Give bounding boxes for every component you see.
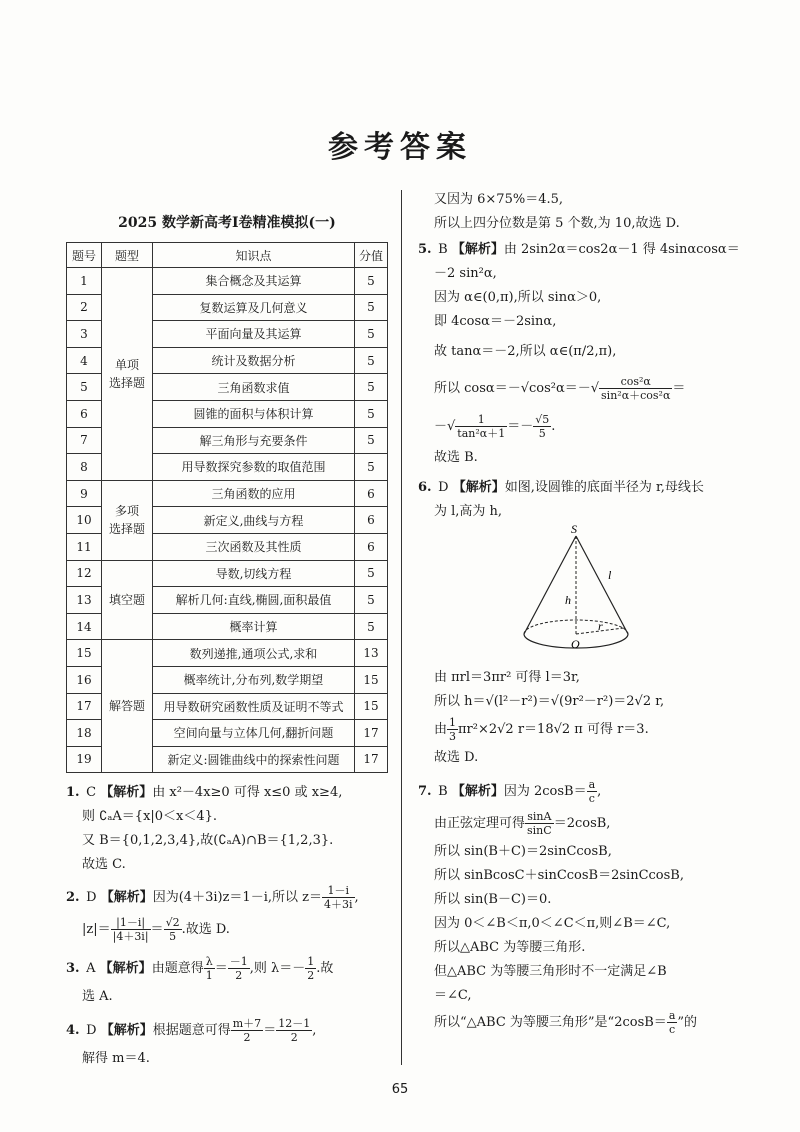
knowledge-table xyxy=(66,242,388,773)
q5-line7c: . xyxy=(551,419,556,434)
row-score: 6 xyxy=(355,507,388,534)
cone-label-radius: r xyxy=(598,619,603,633)
answers-left xyxy=(66,781,388,1071)
q6-tag: 【解析】 xyxy=(452,480,505,495)
header-topic: 知识点 xyxy=(153,243,355,268)
q7-frac-3 xyxy=(667,1009,678,1036)
table-header-row xyxy=(67,243,388,268)
row-score: 5 xyxy=(355,294,388,321)
q1-line1: 由 x²－4x≥0 可得 x≤0 或 x≥4, xyxy=(152,785,343,801)
row-topic: 导数,切线方程 xyxy=(153,560,355,587)
q4-frac-2-num: 12－1 xyxy=(278,1017,311,1031)
q5-frac-1 xyxy=(599,375,672,402)
row-topic: 解三角形与充要条件 xyxy=(153,427,355,454)
row-topic: 集合概念及其运算 xyxy=(153,268,355,295)
row-num: 6 xyxy=(67,400,102,427)
q7-line5: 所以 sin(B－C)＝0. xyxy=(434,892,552,907)
row-topic: 圆锥的面积与体积计算 xyxy=(153,400,355,427)
q5-line1: 由 2sin2α＝cos2α－1 得 4sinαcosα＝ xyxy=(503,242,740,257)
q2-frac-result-den: 5 xyxy=(169,930,177,944)
q6-frac-den: 3 xyxy=(449,730,457,743)
row-score: 5 xyxy=(355,321,388,348)
q7-tag: 【解析】 xyxy=(451,784,504,799)
q4-frac-2 xyxy=(276,1017,312,1044)
q2-frac-abs-num: |1－i| xyxy=(111,916,151,930)
row-num: 7 xyxy=(67,427,102,454)
q4-line2: 解得 m＝4. xyxy=(82,1051,150,1067)
q7-line3: 所以 sin(B＋C)＝2sinCcosB, xyxy=(434,844,612,859)
q3-eq: ＝ xyxy=(214,961,228,977)
q1-line3: 又 B＝{0,1,2,3,4},故(∁ₐA)∩B＝{1,2,3}. xyxy=(82,833,334,849)
q5-line8: 故选 B. xyxy=(434,450,478,465)
row-num: 19 xyxy=(67,746,102,773)
row-score: 17 xyxy=(355,720,388,747)
page-number: 65 xyxy=(391,1082,409,1097)
row-score: 5 xyxy=(355,454,388,481)
q5-frac-2-num: 1 xyxy=(455,413,507,427)
q7-line2a: 由正弦定理可得 xyxy=(434,816,526,831)
q1-line2: 则 ∁ₐA＝{x|0＜x＜4}. xyxy=(82,809,218,825)
q7-num: 7. xyxy=(418,784,432,799)
row-score: 5 xyxy=(355,613,388,640)
q7-frac-1-den: c xyxy=(588,792,595,805)
q2-frac-abs xyxy=(111,916,151,943)
q6-num: 6. xyxy=(418,480,432,495)
row-topic: 用导数探究参数的取值范围 xyxy=(153,454,355,481)
row-score: 17 xyxy=(355,746,388,773)
row-topic: 平面向量及其运算 xyxy=(153,321,355,348)
q5-line3: 因为 α∈(0,π),所以 sinα＞0, xyxy=(434,290,602,305)
row-score: 5 xyxy=(355,427,388,454)
row-num: 9 xyxy=(67,480,102,507)
q7-line10a: 所以“△ABC 为等腰三角形”是“2cosB＝ xyxy=(434,1015,667,1030)
table-body xyxy=(67,268,388,773)
q3-frac-1 xyxy=(204,955,215,982)
answer-3 xyxy=(66,953,388,1009)
q2-frac-z-den: 4＋3i xyxy=(323,898,353,912)
q5-line5: 故 tanα＝－2,所以 α∈(π/2,π), xyxy=(434,344,617,359)
q5-line2: －2 sin²α, xyxy=(434,266,497,281)
row-topic: 解析几何:直线,椭圆,面积最值 xyxy=(153,587,355,614)
q7-line10b: ”的 xyxy=(677,1015,698,1030)
answer-5 xyxy=(418,238,740,470)
q3-num: 3. xyxy=(66,961,80,977)
q3-frac-3 xyxy=(305,955,316,982)
q7-line4: 所以 sinBcosC＋sinCcosB＝2sinCcosB, xyxy=(434,868,684,883)
q3-frac-2 xyxy=(228,955,250,982)
q4-eq: ＝ xyxy=(263,1023,277,1039)
row-num: 1 xyxy=(67,268,102,295)
cone-label-center: O xyxy=(571,637,580,651)
q5-frac-3-den: 5 xyxy=(538,427,546,440)
q5-line7b: ＝－ xyxy=(507,419,534,434)
row-score: 5 xyxy=(355,347,388,374)
cone-label-apex: S xyxy=(571,524,577,536)
cone-left-edge xyxy=(524,536,576,634)
q4-letter: D xyxy=(86,1023,97,1039)
q1-letter: C xyxy=(86,785,97,801)
q3-text-c: ,则 λ＝－ xyxy=(249,961,306,977)
row-num: 8 xyxy=(67,454,102,481)
q5-frac-2 xyxy=(455,413,507,440)
q2-end: .故选 D. xyxy=(181,922,230,938)
row-score: 6 xyxy=(355,533,388,560)
q7-frac-3-den: c xyxy=(669,1023,676,1036)
q6-letter: D xyxy=(438,480,449,495)
row-num: 15 xyxy=(67,640,102,667)
row-topic: 统计及数据分析 xyxy=(153,347,355,374)
header-type: 题型 xyxy=(102,243,153,268)
right-column xyxy=(418,188,740,1038)
row-topic: 复数运算及几何意义 xyxy=(153,294,355,321)
table-row xyxy=(67,268,388,295)
row-num: 18 xyxy=(67,720,102,747)
q6-frac-num: 1 xyxy=(449,716,457,729)
row-category: 单项 选择题 xyxy=(102,268,153,481)
table-row xyxy=(67,560,388,587)
q4-text-c: , xyxy=(312,1023,317,1039)
row-num: 4 xyxy=(67,347,102,374)
q3-tag: 【解析】 xyxy=(99,961,152,977)
q2-num: 2. xyxy=(66,890,80,906)
q6-line5b: πr²×2√2 r＝18√2 π 可得 r＝3. xyxy=(458,722,649,737)
row-score: 6 xyxy=(355,480,388,507)
q5-frac-1-den: sin²α＋cos²α xyxy=(601,389,671,402)
q3-letter: A xyxy=(86,961,96,977)
q5-line6a: 所以 cosα＝－√cos²α＝－√ xyxy=(434,381,600,396)
q4-num: 4. xyxy=(66,1023,80,1039)
row-topic: 三次函数及其性质 xyxy=(153,533,355,560)
q3-line2: 选 A. xyxy=(82,989,113,1005)
row-topic: 概率计算 xyxy=(153,613,355,640)
column-divider xyxy=(401,190,402,1065)
q3-frac-3-den: 2 xyxy=(307,969,315,983)
q4-tag: 【解析】 xyxy=(100,1023,153,1039)
row-num: 5 xyxy=(67,374,102,401)
q2-tag: 【解析】 xyxy=(100,890,153,906)
q3-frac-3-num: 1 xyxy=(307,955,315,969)
q4-frac-2-den: 2 xyxy=(290,1031,298,1045)
q3-frac-2-num: －1 xyxy=(229,955,248,969)
left-column xyxy=(66,212,388,1071)
cone-label-slant: l xyxy=(608,568,612,582)
q7-frac-2-den: sinC xyxy=(527,824,552,837)
q7-line1a: 因为 2cosB＝ xyxy=(503,784,587,799)
page-title: 参考答案 xyxy=(328,130,472,165)
row-num: 14 xyxy=(67,613,102,640)
q5-line7a: －√ xyxy=(434,419,456,434)
q5-line6b: ＝ xyxy=(672,381,686,396)
q5-num: 5. xyxy=(418,242,432,257)
row-num: 2 xyxy=(67,294,102,321)
row-category: 解答题 xyxy=(102,640,153,773)
row-topic: 新定义:圆锥曲线中的探索性问题 xyxy=(153,746,355,773)
row-num: 13 xyxy=(67,587,102,614)
q4-frac-1-den: 2 xyxy=(243,1031,251,1045)
cone-label-height: h xyxy=(565,593,571,607)
q4-frac-1 xyxy=(231,1017,263,1044)
cone-figure xyxy=(418,524,734,666)
row-num: 11 xyxy=(67,533,102,560)
row-topic: 三角函数的应用 xyxy=(153,480,355,507)
row-num: 17 xyxy=(67,693,102,720)
section-title: 2025 数学新高考Ⅰ卷精准模拟(一) xyxy=(118,215,336,231)
row-num: 10 xyxy=(67,507,102,534)
q5-frac-1-num: cos²α xyxy=(599,375,672,389)
q7-frac-2 xyxy=(525,810,554,837)
q3-text-a: 由题意得 xyxy=(151,961,204,977)
q2-frac-result-num: √2 xyxy=(165,916,180,930)
q2-abs: |z|＝ xyxy=(82,922,111,938)
row-topic: 用导数研究函数性质及证明不等式 xyxy=(153,693,355,720)
row-score: 15 xyxy=(355,666,388,693)
q6-line3: 由 πrl＝3πr² 可得 l＝3r, xyxy=(434,670,580,685)
row-topic: 数列递推,通项公式,求和 xyxy=(153,640,355,667)
q2-line1: 因为(4＋3i)z＝1－i,所以 z＝ xyxy=(152,890,322,906)
q7-line6: 因为 0＜∠B＜π,0＜∠C＜π,则∠B＝∠C, xyxy=(434,916,671,931)
q7-frac-1-num: a xyxy=(588,778,596,791)
q7-frac-3-num: a xyxy=(668,1009,676,1022)
q2-eq: ＝ xyxy=(150,922,164,938)
q7-line8: 但△ABC 为等腰三角形时不一定满足∠B xyxy=(434,964,667,979)
row-topic: 空间向量与立体几何,翻折问题 xyxy=(153,720,355,747)
answer-1 xyxy=(66,781,388,877)
q7-letter: B xyxy=(438,784,448,799)
q6-line5a: 由 xyxy=(434,722,448,737)
q7-line7: 所以△ABC 为等腰三角形. xyxy=(434,940,586,955)
q2-frac-z xyxy=(322,884,355,911)
q7-frac-1 xyxy=(587,778,598,805)
row-topic: 新定义,曲线与方程 xyxy=(153,507,355,534)
q7-line9: ＝∠C, xyxy=(434,988,472,1003)
q4-frac-1-num: m＋7 xyxy=(232,1017,262,1031)
row-score: 5 xyxy=(355,400,388,427)
answer-6 xyxy=(418,476,734,770)
q6-line4: 所以 h＝√(l²－r²)＝√(9r²－r²)＝2√2 r, xyxy=(434,694,665,709)
q3-text-d: .故 xyxy=(316,961,334,977)
q4-text-a: 根据题意可得 xyxy=(152,1023,231,1039)
q3-frac-1-den: 1 xyxy=(205,969,213,983)
q5-frac-3 xyxy=(533,413,551,440)
row-num: 16 xyxy=(67,666,102,693)
q1-line4: 故选 C. xyxy=(82,857,126,873)
row-score: 5 xyxy=(355,587,388,614)
q2-letter: D xyxy=(86,890,97,906)
row-score: 5 xyxy=(355,268,388,295)
q4-cont-line2: 所以上四分位数是第 5 个数,为 10,故选 D. xyxy=(434,216,680,231)
table-row xyxy=(67,480,388,507)
q1-tag: 【解析】 xyxy=(100,785,153,801)
row-num: 12 xyxy=(67,560,102,587)
table-row xyxy=(67,640,388,667)
cone-diagram xyxy=(518,524,648,664)
q4-cont-line1: 又因为 6×75%＝4.5, xyxy=(434,192,563,207)
header-num: 题号 xyxy=(67,243,102,268)
q7-frac-2-num: sinA xyxy=(525,810,554,824)
row-num: 3 xyxy=(67,321,102,348)
row-score: 15 xyxy=(355,693,388,720)
row-score: 5 xyxy=(355,374,388,401)
q6-line1: 如图,设圆锥的底面半径为 r,母线长 xyxy=(504,480,704,495)
q5-line4: 即 4cosα＝－2sinα, xyxy=(434,314,557,329)
q5-letter: B xyxy=(438,242,448,257)
q5-frac-3-num: √5 xyxy=(535,413,550,426)
answer-2: 2. D 【解析】因为(4＋3i)z＝1－i,所以 z＝ $\frac{1-i}{4+3i}$ , |z|＝ $\frac{|1-i|}{|4+3i|}$ ＝ $\frac{√2}{5}$ .故选 D. xyxy=(66,884,359,944)
answer-7 xyxy=(418,776,734,1038)
q3-frac-1-num: λ xyxy=(204,955,215,969)
row-score: 5 xyxy=(355,560,388,587)
header-score: 分值 xyxy=(355,243,388,268)
q2-frac-z-num: 1－i xyxy=(322,884,355,898)
q5-frac-2-den: tan²α＋1 xyxy=(457,427,506,440)
q1-num: 1. xyxy=(66,785,80,801)
row-topic: 三角函数求值 xyxy=(153,374,355,401)
q3-frac-2-den: 2 xyxy=(235,969,243,983)
q7-line2b: ＝2cosB, xyxy=(553,816,611,831)
q7-line1b: , xyxy=(597,784,602,799)
row-topic: 概率统计,分布列,数学期望 xyxy=(153,666,355,693)
q2-frac-result xyxy=(164,916,182,943)
row-category: 填空题 xyxy=(102,560,153,640)
q6-line2: 为 l,高为 h, xyxy=(434,504,503,519)
row-score: 13 xyxy=(355,640,388,667)
q5-tag: 【解析】 xyxy=(451,242,504,257)
answer-4 xyxy=(66,1015,388,1071)
q6-line6: 故选 D. xyxy=(434,750,479,765)
q2-frac-abs-den: |4＋3i| xyxy=(112,930,149,944)
q6-frac xyxy=(447,716,458,743)
row-category: 多项 选择题 xyxy=(102,480,153,560)
